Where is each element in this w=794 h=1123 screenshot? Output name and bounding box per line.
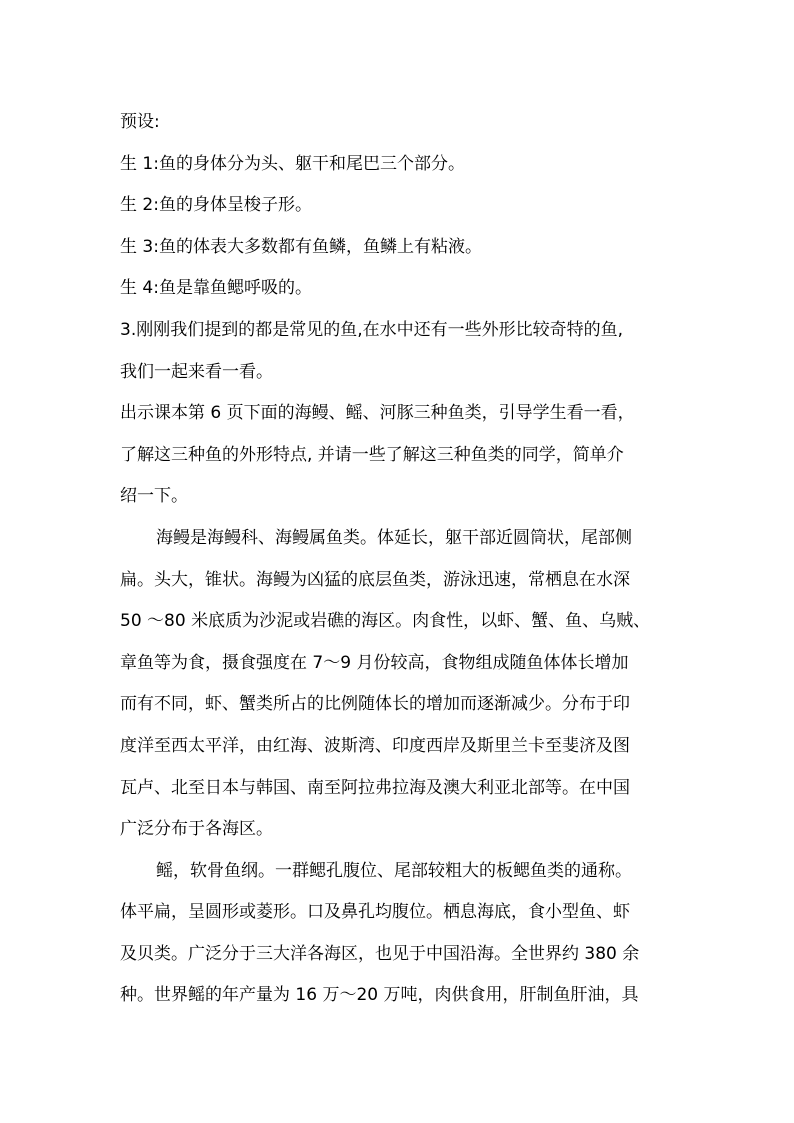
- text-line: 扁。头大，锥状。海鳗为凶猛的底层鱼类，游泳迅速，常栖息在水深: [120, 569, 630, 590]
- text-line: 生 2:鱼的身体呈梭子形。: [120, 195, 312, 216]
- text-line: 出示课本第 6 页下面的海鳗、鳐、河豚三种鱼类，引导学生看一看，: [120, 403, 635, 424]
- document-body: [120, 102, 680, 1017]
- text-line: 种。世界鳐的年产量为 16 万～20 万吨，肉供食用，肝制鱼肝油，具: [120, 985, 639, 1006]
- text-line: 体平扁，呈圆形或菱形。口及鼻孔均腹位。栖息海底，食小型鱼、虾: [120, 902, 630, 923]
- text-line: 瓦卢、北至日本与韩国、南至阿拉弗拉海及澳大利亚北部等。在中国: [120, 777, 630, 798]
- text-line: 度洋至西太平洋，由红海、波斯湾、印度西岸及斯里兰卡至斐济及图: [120, 735, 630, 756]
- text-line: 章鱼等为食，摄食强度在 7～9 月份较高，食物组成随鱼体体长增加: [120, 652, 629, 673]
- paragraph-first-line: 海鳗是海鳗科、海鳗属鱼类。体延长，躯干部近圆筒状，尾部侧: [156, 527, 632, 548]
- text-line: 及贝类。广泛分于三大洋各海区，也见于中国沿海。全世界约 380 余: [120, 943, 640, 964]
- text-line: 生 4:鱼是靠鱼鳃呼吸的。: [120, 278, 312, 299]
- text-line: 广泛分布于各海区。: [120, 819, 273, 840]
- text-line: 生 3:鱼的体表大多数都有鱼鳞，鱼鳞上有粘液。: [120, 236, 482, 257]
- text-line: 预设:: [120, 112, 160, 132]
- text-line: 了解这三种鱼的外形特点, 并请一些了解这三种鱼类的同学，简单介: [120, 444, 624, 465]
- paragraph-first-line: 鳐，软骨鱼纲。一群鳃孔腹位、尾部较粗大的板鳃鱼类的通称。: [156, 860, 632, 881]
- text-line: 3.刚刚我们提到的都是常见的鱼,在水中还有一些外形比较奇特的鱼,: [120, 319, 624, 340]
- text-line: 而有不同，虾、蟹类所占的比例随体长的增加而逐渐减少。分布于印: [120, 694, 630, 715]
- text-line: 50 ～80 米底质为沙泥或岩礁的海区。肉食性，以虾、蟹、鱼、乌贼、: [120, 611, 651, 632]
- text-line: 我们一起来看一看。: [120, 361, 273, 382]
- text-line: 绍一下。: [120, 486, 188, 507]
- text-line: 生 1:鱼的身体分为头、躯干和尾巴三个部分。: [120, 153, 465, 174]
